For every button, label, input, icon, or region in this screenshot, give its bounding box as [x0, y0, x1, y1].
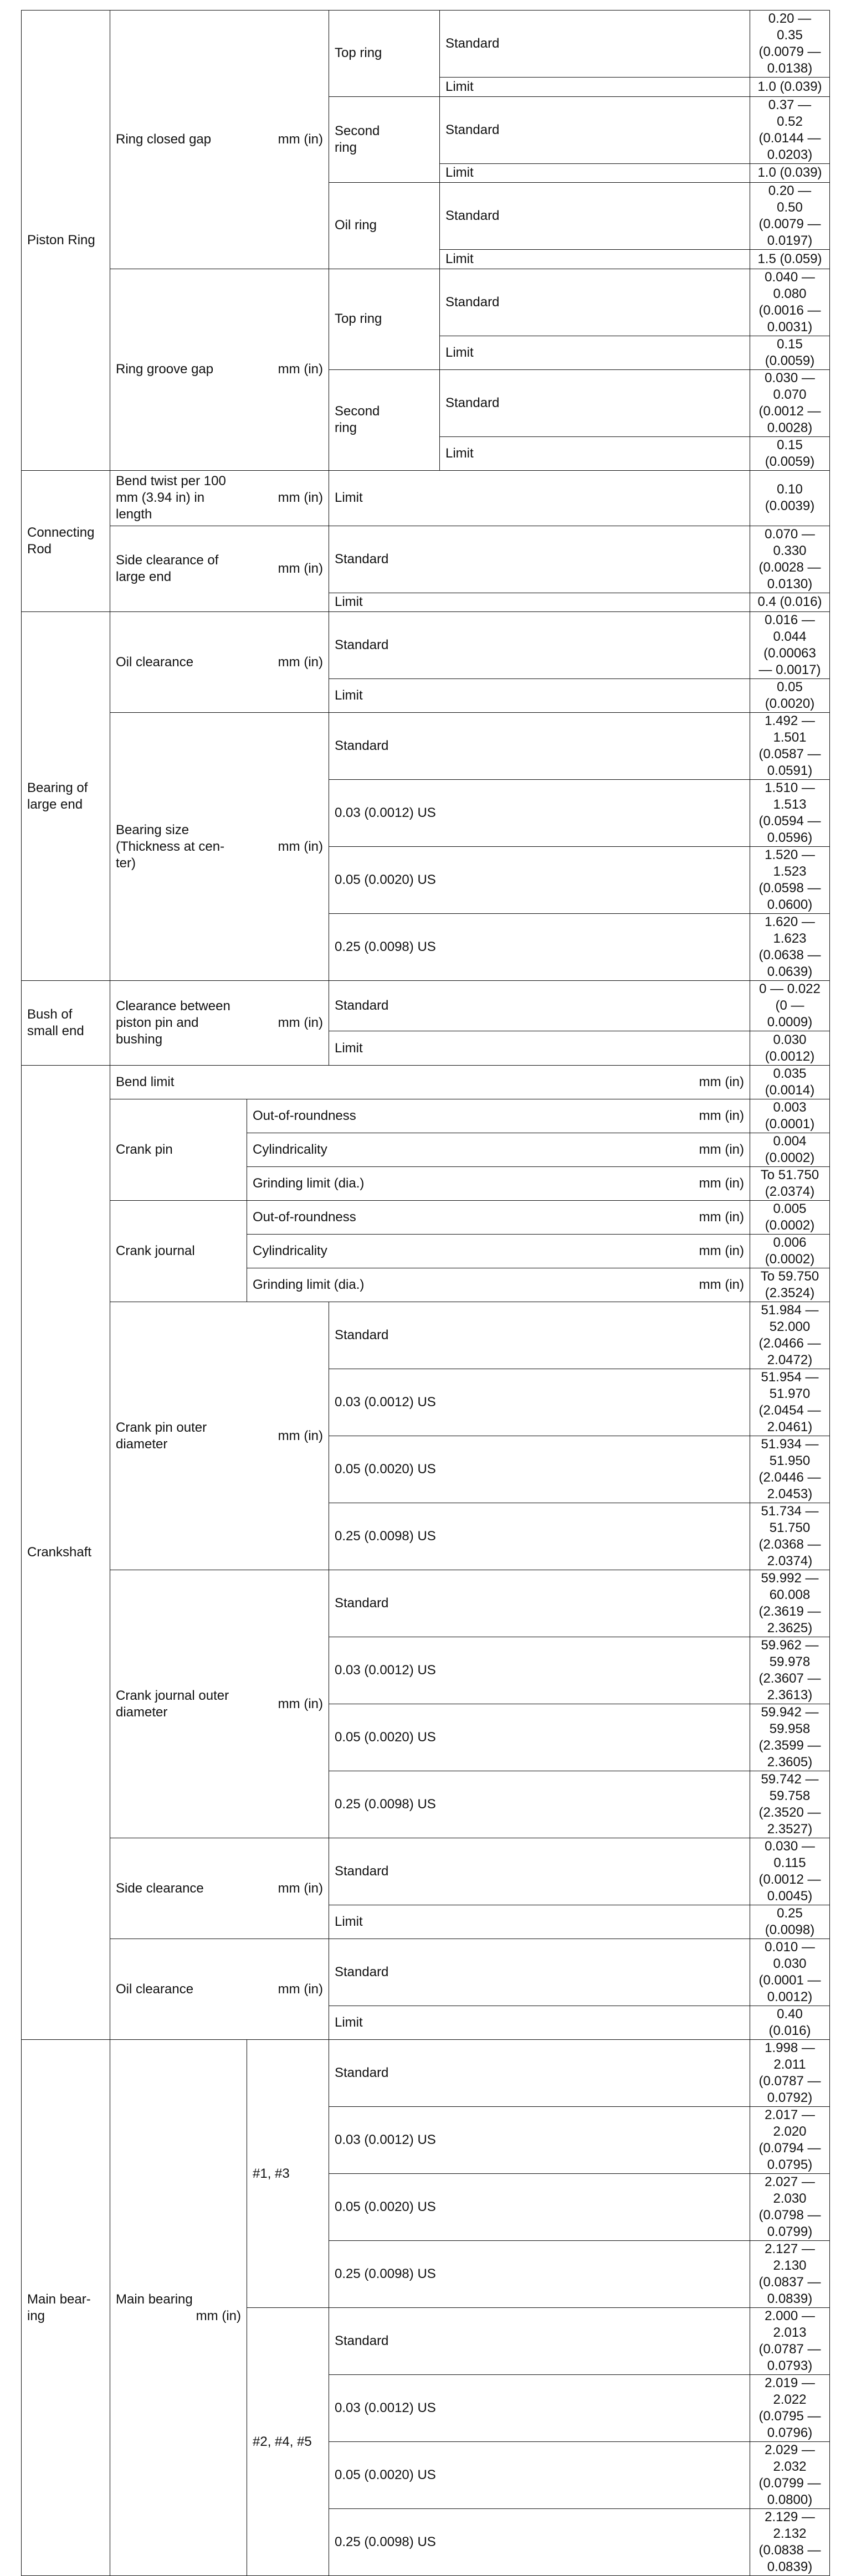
item-cell	[247, 1201, 750, 1235]
category-connecting-rod	[22, 470, 110, 612]
category-label: Crankshaft	[27, 1545, 92, 1560]
param-crank-pin-outer-diameter	[110, 1302, 329, 1570]
param-label-line: piston pin and	[116, 1015, 199, 1030]
unit-label: mm (in)	[699, 1142, 744, 1157]
type-cell: Standard	[329, 2040, 750, 2107]
spec-table	[21, 10, 830, 2576]
param-label-line: length	[116, 507, 152, 522]
value-cell: 1.0 (0.039)	[750, 78, 830, 97]
unit-label: mm (in)	[278, 1015, 323, 1030]
value-cell: 0.010 — 0.030 (0.0001 — 0.0012)	[750, 1939, 830, 2006]
value-cell: 0.030 (0.0012)	[750, 1031, 830, 1066]
ring-oil-closed	[329, 183, 440, 269]
item-label: Cylindricality	[253, 1243, 327, 1258]
param-label-line: Crank journal outer	[116, 1688, 229, 1703]
type-cell: 0.05 (0.0020) US	[329, 2442, 750, 2509]
item-label: Out-of-roundness	[253, 1210, 356, 1225]
value-cell: 0.035 (0.0014)	[750, 1066, 830, 1099]
param-label: Oil clearance	[116, 654, 194, 670]
ring-label: Top ring	[335, 45, 382, 61]
value-cell: 0.003 (0.0001)	[750, 1099, 830, 1133]
table-row	[22, 612, 830, 679]
type-cell: 0.25 (0.0098) US	[329, 2241, 750, 2308]
unit-label: mm (in)	[278, 362, 323, 377]
value-cell: 2.027 — 2.030 (0.0798 — 0.0799)	[750, 2174, 830, 2241]
param-label: Ring closed gap	[116, 131, 212, 147]
table-row	[22, 713, 830, 780]
unit-label: mm (in)	[699, 1277, 744, 1292]
type-cell: 0.25 (0.0098) US	[329, 1771, 750, 1838]
item-cell	[247, 1268, 750, 1302]
type-cell: Limit	[440, 436, 750, 470]
category-label-line: small end	[27, 1024, 84, 1038]
item-label: Cylindricality	[253, 1142, 327, 1157]
value-cell: 51.734 — 51.750 (2.0368 — 2.0374)	[750, 1503, 830, 1570]
unit-label: mm (in)	[278, 490, 323, 505]
item-cell	[247, 1099, 750, 1133]
value-cell: 0.005 (0.0002)	[750, 1201, 830, 1235]
category-bush-small-end	[22, 981, 110, 1066]
table-row	[22, 1570, 830, 1637]
value-cell: 1.620 — 1.623 (0.0638 — 0.0639)	[750, 914, 830, 981]
param-crank-pin	[110, 1099, 247, 1201]
param-crank-side-clearance	[110, 1838, 329, 1939]
unit-label: mm (in)	[278, 1696, 323, 1711]
value-cell: 1.510 — 1.513 (0.0594 — 0.0596)	[750, 780, 830, 847]
type-cell: Standard	[440, 269, 750, 336]
value-cell: 0 — 0.022 (0 — 0.0009)	[750, 981, 830, 1031]
ring-label-line: Second	[335, 404, 380, 419]
value-cell: 0.016 — 0.044 (0.00063 — 0.0017)	[750, 612, 830, 679]
item-label: Grinding limit (dia.)	[253, 1176, 365, 1191]
type-cell: Standard	[329, 612, 750, 679]
value-cell: 0.20 — 0.50 (0.0079 — 0.0197)	[750, 183, 830, 250]
type-cell: Limit	[440, 250, 750, 269]
value-cell: 2.127 — 2.130 (0.0837 — 0.0839)	[750, 2241, 830, 2308]
type-cell: Limit	[440, 336, 750, 369]
type-cell: Standard	[440, 96, 750, 163]
type-cell: Limit	[440, 163, 750, 183]
ring-label-line: ring	[335, 420, 357, 435]
group-1-3	[247, 2040, 329, 2308]
param-clearance-pin-bushing	[110, 981, 329, 1066]
unit-label: mm (in)	[699, 1176, 744, 1191]
value-cell: 2.019 — 2.022 (0.0795 — 0.0796)	[750, 2375, 830, 2442]
type-cell: 0.05 (0.0020) US	[329, 2174, 750, 2241]
table-row	[22, 526, 830, 593]
table-row	[22, 2040, 830, 2107]
param-label-line: diameter	[116, 1436, 168, 1452]
value-cell: 51.934 — 51.950 (2.0446 — 2.0453)	[750, 1436, 830, 1503]
param-label-line: mm (3.94 in) in	[116, 490, 205, 505]
unit-label: mm (in)	[278, 1981, 323, 1997]
unit-label: mm (in)	[699, 1108, 744, 1123]
value-cell: 59.742 — 59.758 (2.3520 — 2.3527)	[750, 1771, 830, 1838]
table-row	[22, 1066, 830, 1099]
value-cell: 0.030 — 0.115 (0.0012 — 0.0045)	[750, 1838, 830, 1905]
value-cell: 0.20 — 0.35 (0.0079 — 0.0138)	[750, 11, 830, 78]
type-cell: 0.03 (0.0012) US	[329, 2375, 750, 2442]
category-bearing-large-end	[22, 612, 110, 981]
unit-label: mm (in)	[278, 1880, 323, 1896]
value-cell: 2.029 — 2.032 (0.0799 — 0.0800)	[750, 2442, 830, 2509]
unit-label: mm (in)	[699, 1074, 744, 1089]
type-cell: 0.25 (0.0098) US	[329, 1503, 750, 1570]
param-bearing-size	[110, 713, 329, 981]
param-label-line: Bearing size	[116, 822, 189, 837]
type-cell: 0.03 (0.0012) US	[329, 2107, 750, 2174]
table-row	[22, 1838, 830, 1905]
type-cell: Standard	[440, 11, 750, 78]
type-cell: 0.05 (0.0020) US	[329, 1436, 750, 1503]
table-row	[22, 1201, 830, 1235]
unit-label: mm (in)	[278, 1428, 323, 1443]
type-cell: Standard	[329, 1838, 750, 1905]
param-label: Crank journal	[116, 1243, 195, 1258]
category-crankshaft	[22, 1066, 110, 2040]
value-cell: 2.017 — 2.020 (0.0794 — 0.0795)	[750, 2107, 830, 2174]
type-cell: Standard	[329, 981, 750, 1031]
param-label: Bend limit	[116, 1074, 175, 1089]
value-cell: To 59.750 (2.3524)	[750, 1268, 830, 1302]
unit-label: mm (in)	[196, 2308, 241, 2323]
value-cell: 0.25 (0.0098)	[750, 1905, 830, 1939]
param-crank-oil-clearance	[110, 1939, 329, 2040]
type-cell: Limit	[440, 78, 750, 97]
category-label-line: large end	[27, 796, 83, 812]
table-row	[22, 470, 830, 526]
group-label: #2, #4, #5	[253, 2434, 312, 2449]
value-cell: 0.004 (0.0002)	[750, 1133, 830, 1167]
ring-label: Oil ring	[335, 218, 377, 233]
value-cell: 1.998 — 2.011 (0.0787 — 0.0792)	[750, 2040, 830, 2107]
param-oil-clearance-large-end	[110, 612, 329, 713]
param-label-line: ter)	[116, 855, 136, 871]
category-label-line: Connecting	[27, 525, 95, 540]
unit-label: mm (in)	[699, 1210, 744, 1225]
type-cell: Limit	[329, 593, 750, 612]
value-cell: 2.000 — 2.013 (0.0787 — 0.0793)	[750, 2308, 830, 2375]
param-label-line: Crank pin outer	[116, 1420, 207, 1435]
type-cell: 0.03 (0.0012) US	[329, 1369, 750, 1436]
type-cell: Standard	[329, 1939, 750, 2006]
value-cell: 0.37 — 0.52 (0.0144 — 0.0203)	[750, 96, 830, 163]
value-cell: 0.4 (0.016)	[750, 593, 830, 612]
unit-label: mm (in)	[699, 1243, 744, 1258]
value-cell: 0.040 — 0.080 (0.0016 — 0.0031)	[750, 269, 830, 336]
item-cell	[247, 1167, 750, 1201]
table-row	[22, 1302, 830, 1369]
category-main-bearing	[22, 2040, 110, 2576]
param-main-bearing	[110, 2040, 247, 2576]
type-cell: 0.25 (0.0098) US	[329, 914, 750, 981]
value-cell: 59.942 — 59.958 (2.3599 — 2.3605)	[750, 1704, 830, 1771]
ring-label-line: Second	[335, 123, 380, 138]
param-label-line: (Thickness at cen-	[116, 839, 225, 854]
ring-second-closed	[329, 96, 440, 183]
group-label: #1, #3	[253, 2166, 290, 2181]
type-cell: Standard	[329, 526, 750, 593]
type-cell: Standard	[329, 2308, 750, 2375]
category-label-line: Bearing of	[27, 780, 88, 795]
value-cell: 2.129 — 2.132 (0.0838 — 0.0839)	[750, 2509, 830, 2576]
unit-label: mm (in)	[278, 654, 323, 670]
type-cell: 0.05 (0.0020) US	[329, 1704, 750, 1771]
category-label: Piston Ring	[27, 232, 95, 248]
table-row	[22, 269, 830, 336]
value-cell: 1.492 — 1.501 (0.0587 — 0.0591)	[750, 713, 830, 780]
param-crank-journal-outer-diameter	[110, 1570, 329, 1838]
unit-label: mm (in)	[278, 561, 323, 576]
value-cell: 51.984 — 52.000 (2.0466 — 2.0472)	[750, 1302, 830, 1369]
type-cell: 0.03 (0.0012) US	[329, 780, 750, 847]
param-crank-journal	[110, 1201, 247, 1302]
value-cell: 1.0 (0.039)	[750, 163, 830, 183]
value-cell: 0.40 (0.016)	[750, 2006, 830, 2040]
type-cell: 0.03 (0.0012) US	[329, 1637, 750, 1704]
param-label-line: Clearance between	[116, 999, 230, 1014]
type-cell: Limit	[329, 1031, 750, 1066]
item-label: Out-of-roundness	[253, 1108, 356, 1123]
ring-second-groove	[329, 369, 440, 470]
value-cell: 59.992 — 60.008 (2.3619 — 2.3625)	[750, 1570, 830, 1637]
category-label-line: Bush of	[27, 1007, 73, 1022]
unit-label: mm (in)	[278, 131, 323, 147]
item-cell	[247, 1133, 750, 1167]
type-cell: Standard	[329, 1570, 750, 1637]
value-cell: 0.15 (0.0059)	[750, 336, 830, 369]
type-cell: Limit	[329, 470, 750, 526]
category-label-line: Rod	[27, 541, 52, 557]
param-label-line: large end	[116, 569, 172, 584]
param-label-line: bushing	[116, 1032, 163, 1047]
ring-label: Top ring	[335, 311, 382, 326]
table-row	[22, 11, 830, 78]
value-cell: 59.962 — 59.978 (2.3607 — 2.3613)	[750, 1637, 830, 1704]
param-ring-groove-gap	[110, 269, 329, 470]
type-cell: Standard	[440, 369, 750, 436]
type-cell: 0.25 (0.0098) US	[329, 2509, 750, 2576]
table-row	[22, 1099, 830, 1133]
param-bend-limit	[110, 1066, 750, 1099]
param-ring-closed-gap	[110, 11, 329, 269]
param-label-line: Side clearance of	[116, 552, 219, 568]
item-label: Grinding limit (dia.)	[253, 1277, 365, 1292]
category-label-line: ing	[27, 2308, 45, 2323]
param-label: Ring groove gap	[116, 362, 214, 377]
type-cell: Standard	[329, 713, 750, 780]
param-label: Side clearance	[116, 1880, 204, 1896]
value-cell: 0.05 (0.0020)	[750, 679, 830, 713]
ring-top-groove	[329, 269, 440, 369]
type-cell: Limit	[329, 2006, 750, 2040]
category-piston-ring	[22, 11, 110, 471]
value-cell: 1.5 (0.059)	[750, 250, 830, 269]
type-cell: Limit	[329, 1905, 750, 1939]
type-cell: Limit	[329, 679, 750, 713]
type-cell: Standard	[440, 183, 750, 250]
type-cell: 0.05 (0.0020) US	[329, 847, 750, 914]
value-cell: 0.006 (0.0002)	[750, 1235, 830, 1268]
category-label-line: Main bear-	[27, 2291, 91, 2307]
type-cell: Standard	[329, 1302, 750, 1369]
param-label-line: diameter	[116, 1704, 168, 1720]
table-row	[22, 981, 830, 1031]
value-cell: 1.520 — 1.523 (0.0598 — 0.0600)	[750, 847, 830, 914]
item-cell	[247, 1235, 750, 1268]
ring-top-closed	[329, 11, 440, 97]
unit-label: mm (in)	[278, 839, 323, 854]
value-cell: 51.954 — 51.970 (2.0454 — 2.0461)	[750, 1369, 830, 1436]
ring-label-line: ring	[335, 140, 357, 155]
group-2-4-5	[247, 2308, 329, 2576]
table-row	[22, 1939, 830, 2006]
value-cell: 0.030 — 0.070 (0.0012 — 0.0028)	[750, 369, 830, 436]
param-label-line: Bend twist per 100	[116, 474, 226, 489]
param-bend-twist	[110, 470, 329, 526]
value-cell: 0.10 (0.0039)	[750, 470, 830, 526]
param-label: Main bearing	[116, 2291, 193, 2307]
param-label: Crank pin	[116, 1142, 173, 1157]
value-cell: 0.070 — 0.330 (0.0028 — 0.0130)	[750, 526, 830, 593]
param-side-clearance-large-end	[110, 526, 329, 612]
value-cell: 0.15 (0.0059)	[750, 436, 830, 470]
value-cell: To 51.750 (2.0374)	[750, 1167, 830, 1201]
param-label: Oil clearance	[116, 1981, 194, 1997]
